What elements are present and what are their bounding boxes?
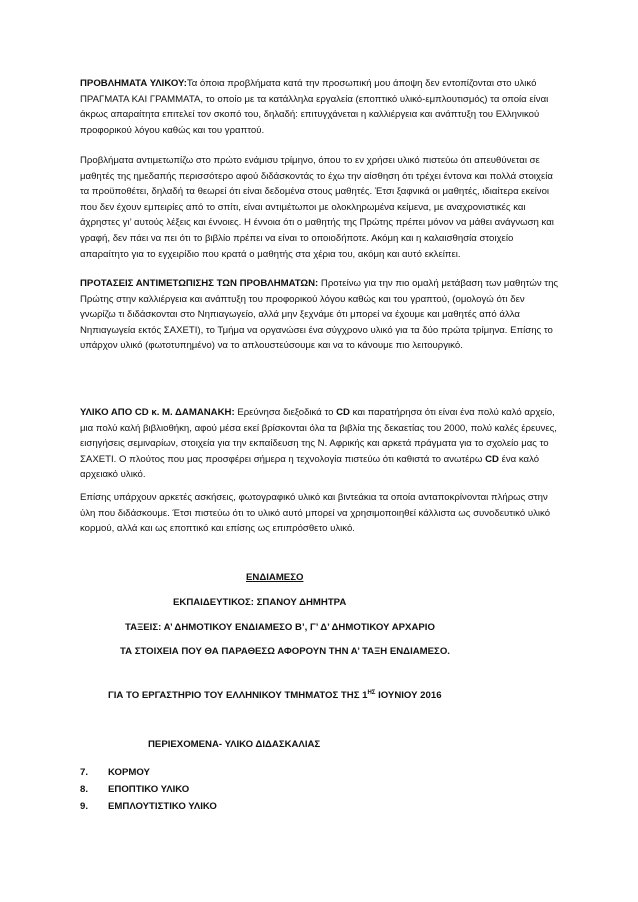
text-problems-first-trimester: Προβλήματα αντιμετωπίζω στο πρώτο ενάμισυ τρίμηνο, όπου το εν χρήσει υλικό πιστεύω ότι απευθύνεται σε μαθητές της ημεδαπής περισσότερο αφού διδάσκοντάς το έχω την αίσθηση ότι τρέχει έντονα και πολλά στοιχεία τα προϋποθέτει, δηλαδή τα θεωρεί ότι είναι δεδομένα στους μαθητές. Έτσι ξαφνικά οι μαθητές, ιδιαίτερα εκείνοι που δεν έχουν εμπειρίες από το σπίτι, είναι αντιμέτωποι με ολοκληρωμένα κείμενα, με αναχρονιστικές και άχρηστες γι’ αυτούς λέξεις και έννοιες. Η έννοια ότι ο μαθητής της Πρώτης πρέπει μόνον να μάθει ανάγνωση και γραφή, δεν πάει να πει ότι το βιβλίο πρέπει να είναι το οποιοδήποτε. Ακόμη και η καλαισθησία στοιχείο απαραίτητο για το εγχειρίδιο που κρατά ο μαθητής στα χέρια του, ακόμη και αυτό εκλείπει. xyxy=(80,155,554,260)
text-proposals: Προτείνω για την πιο ομαλή μετάβαση των μαθητών της Πρώτης στην καλλιέργεια και ανάπτυξη του προφορικού λόγου καθώς και του γραπτού, (ομολογώ ότι δεν γνωρίζω τι διδάσκονται στο Νηπιαγωγείο, αλλά μην ξεχνάμε ότι μπορεί να έχουμε και μαθητές από άλλα Νηπιαγωγεία εκτός ΣΑΧΕΤΙ), το Τμήμα να οργανώσει ένα σύγχρονο υλικό για τα δύο πρώτα τρίμηνα. Επίσης το υπάρχον υλικό (φωτοτυπημένο) να το απλουστεύσουμε και να το κάνουμε πιο λειτουργικό. xyxy=(80,278,559,352)
list-item xyxy=(80,764,217,781)
text-material-problems: Τα όποια προβλήματα κατά την προσωπική μου άποψη δεν εντοπίζονται στο υλικό ΠΡΑΓΜΑΤΑ ΚΑΙ ΓΡΑΜΜΑΤΑ, το οποίο με τα κατάλληλα εργαλεία (εποπτικό υλικό-εμπλουτισμός) τα οποία είναι άκρως απαραίτητα επιτελεί τον σκοπό του, δηλαδή: επιτυγχάνεται η καλλιέργεια και ανάπτυξη του Ελληνικού προφορικού λόγου καθώς και του γραπτού. xyxy=(80,78,549,136)
cd-label-1: CD xyxy=(336,407,350,418)
list-number: 9. xyxy=(80,801,89,812)
classes-line: ΤΑΞΕΙΣ: Α’ ΔΗΜΟΤΙΚΟΥ ΕΝΔΙΑΜΕΣΟ Β’, Γ’ Δ’ ΔΗΜΟΤΙΚΟΥ ΑΡΧΑΡΙΟ xyxy=(125,622,435,633)
list-label: ΕΜΠΛΟΥΤΙΣΤΙΚΟ ΥΛΙΚΟ xyxy=(108,801,217,812)
workshop-superscript: ΗΣ xyxy=(367,689,376,696)
list-label: ΕΠΟΠΤΙΚΟ ΥΛΙΚΟ xyxy=(108,784,190,795)
text-exercises: Επίσης υπάρχουν αρκετές ασκήσεις, φωτογραφικό υλικό και βιντεάκια τα οποία ανταποκρίνονται πλήρως στην ύλη που διδάσκουμε. Έτσι πιστεύω ότι το υλικό αυτό μπορεί να χρησιμοποιηθεί κάλλιστα ως συνοδευτικό υλικό κορμού, αλλά και ως εποπτικό και επίσης ως επιπρόσθετο υλικό. xyxy=(80,492,551,535)
list-item xyxy=(80,798,217,815)
elements-line: ΤΑ ΣΤΟΙΧΕΙΑ ΠΟΥ ΘΑ ΠΑΡΑΘΕΣΩ ΑΦΟΡΟΥΝ ΤΗΝ Α’ ΤΑΞΗ ΕΝΔΙΑΜΕΣΟ. xyxy=(120,646,450,657)
cd-label-2: CD xyxy=(485,453,499,465)
list-item xyxy=(80,781,217,798)
list-number: 8. xyxy=(80,784,89,795)
heading-cd-material: ΥΛΙΚΟ ΑΠΟ CD κ. Μ. ΔΑΜΑΝΑΚΗ: xyxy=(80,407,235,418)
workshop-text-a: ΓΙΑ ΤΟ ΕΡΓΑΣΤΗΡΙΟ ΤΟΥ ΕΛΛΗΝΙΚΟΥ ΤΜΗΜΑΤΟΣ ΤΗΣ 1 xyxy=(108,690,368,701)
teacher-line: ΕΚΠΑΙΔΕΥΤΙΚΟΣ: ΣΠΑΝΟΥ ΔΗΜΗΤΡΑ xyxy=(173,597,347,608)
list-label: ΚΟΡΜΟΥ xyxy=(108,767,150,778)
contents-list xyxy=(80,764,217,815)
paragraph-problems-first-trimester xyxy=(80,153,562,262)
contents-line: ΠΕΡΙΕΧΟΜΕΝΑ- ΥΛΙΚΟ ΔΙΔΑΣΚΑΛΙΑΣ xyxy=(148,739,321,750)
paragraph-proposals xyxy=(80,276,562,354)
workshop-line xyxy=(108,690,442,701)
paragraph-cd-material xyxy=(80,405,562,483)
paragraph-exercises xyxy=(80,490,562,537)
heading-proposals: ΠΡΟΤΑΣΕΙΣ ΑΝΤΙΜΕΤΩΠΙΣΗΣ ΤΩΝ ΠΡΟΒΛΗΜΑΤΩΝ: xyxy=(80,278,319,289)
list-number: 7. xyxy=(80,767,89,778)
paragraph-material-problems xyxy=(80,76,562,138)
text-cd-material-c: ένα καλό αρχειακό υλικό. xyxy=(80,453,540,481)
heading-material-problems: ΠΡΟΒΛΗΜΑΤΑ ΥΛΙΚΟΥ: xyxy=(80,78,187,89)
text-cd-material-b: και παρατήρησα ότι είναι ένα πολύ καλό αρχείο, μια πολύ καλή βιβλιοθήκη, αφού μέσα εκεί βρίσκονται όλα τα βιβλία της δεκαετίας του 2000, πολύ καλές έρευνες, εισηγήσεις σεμιναρίων, στοιχεία για την εκπαίδευση της Ν. Αφρικής και αρκετά πράγματα για το σχολείο μας το ΣΑΧΕΤΙ. Ο πλούτος που μας προσφέρει σήμερα η τεχνολογία πιστεύω ότι καθιστά το ανωτέρω xyxy=(80,407,557,465)
text-cd-material-a: Ερεύνησα διεξοδικά το xyxy=(234,407,337,418)
workshop-text-b: ΙΟΥΝΙΟΥ 2016 xyxy=(375,690,442,701)
section-title: ΕΝΔΙΑΜΕΣΟ xyxy=(246,572,304,583)
